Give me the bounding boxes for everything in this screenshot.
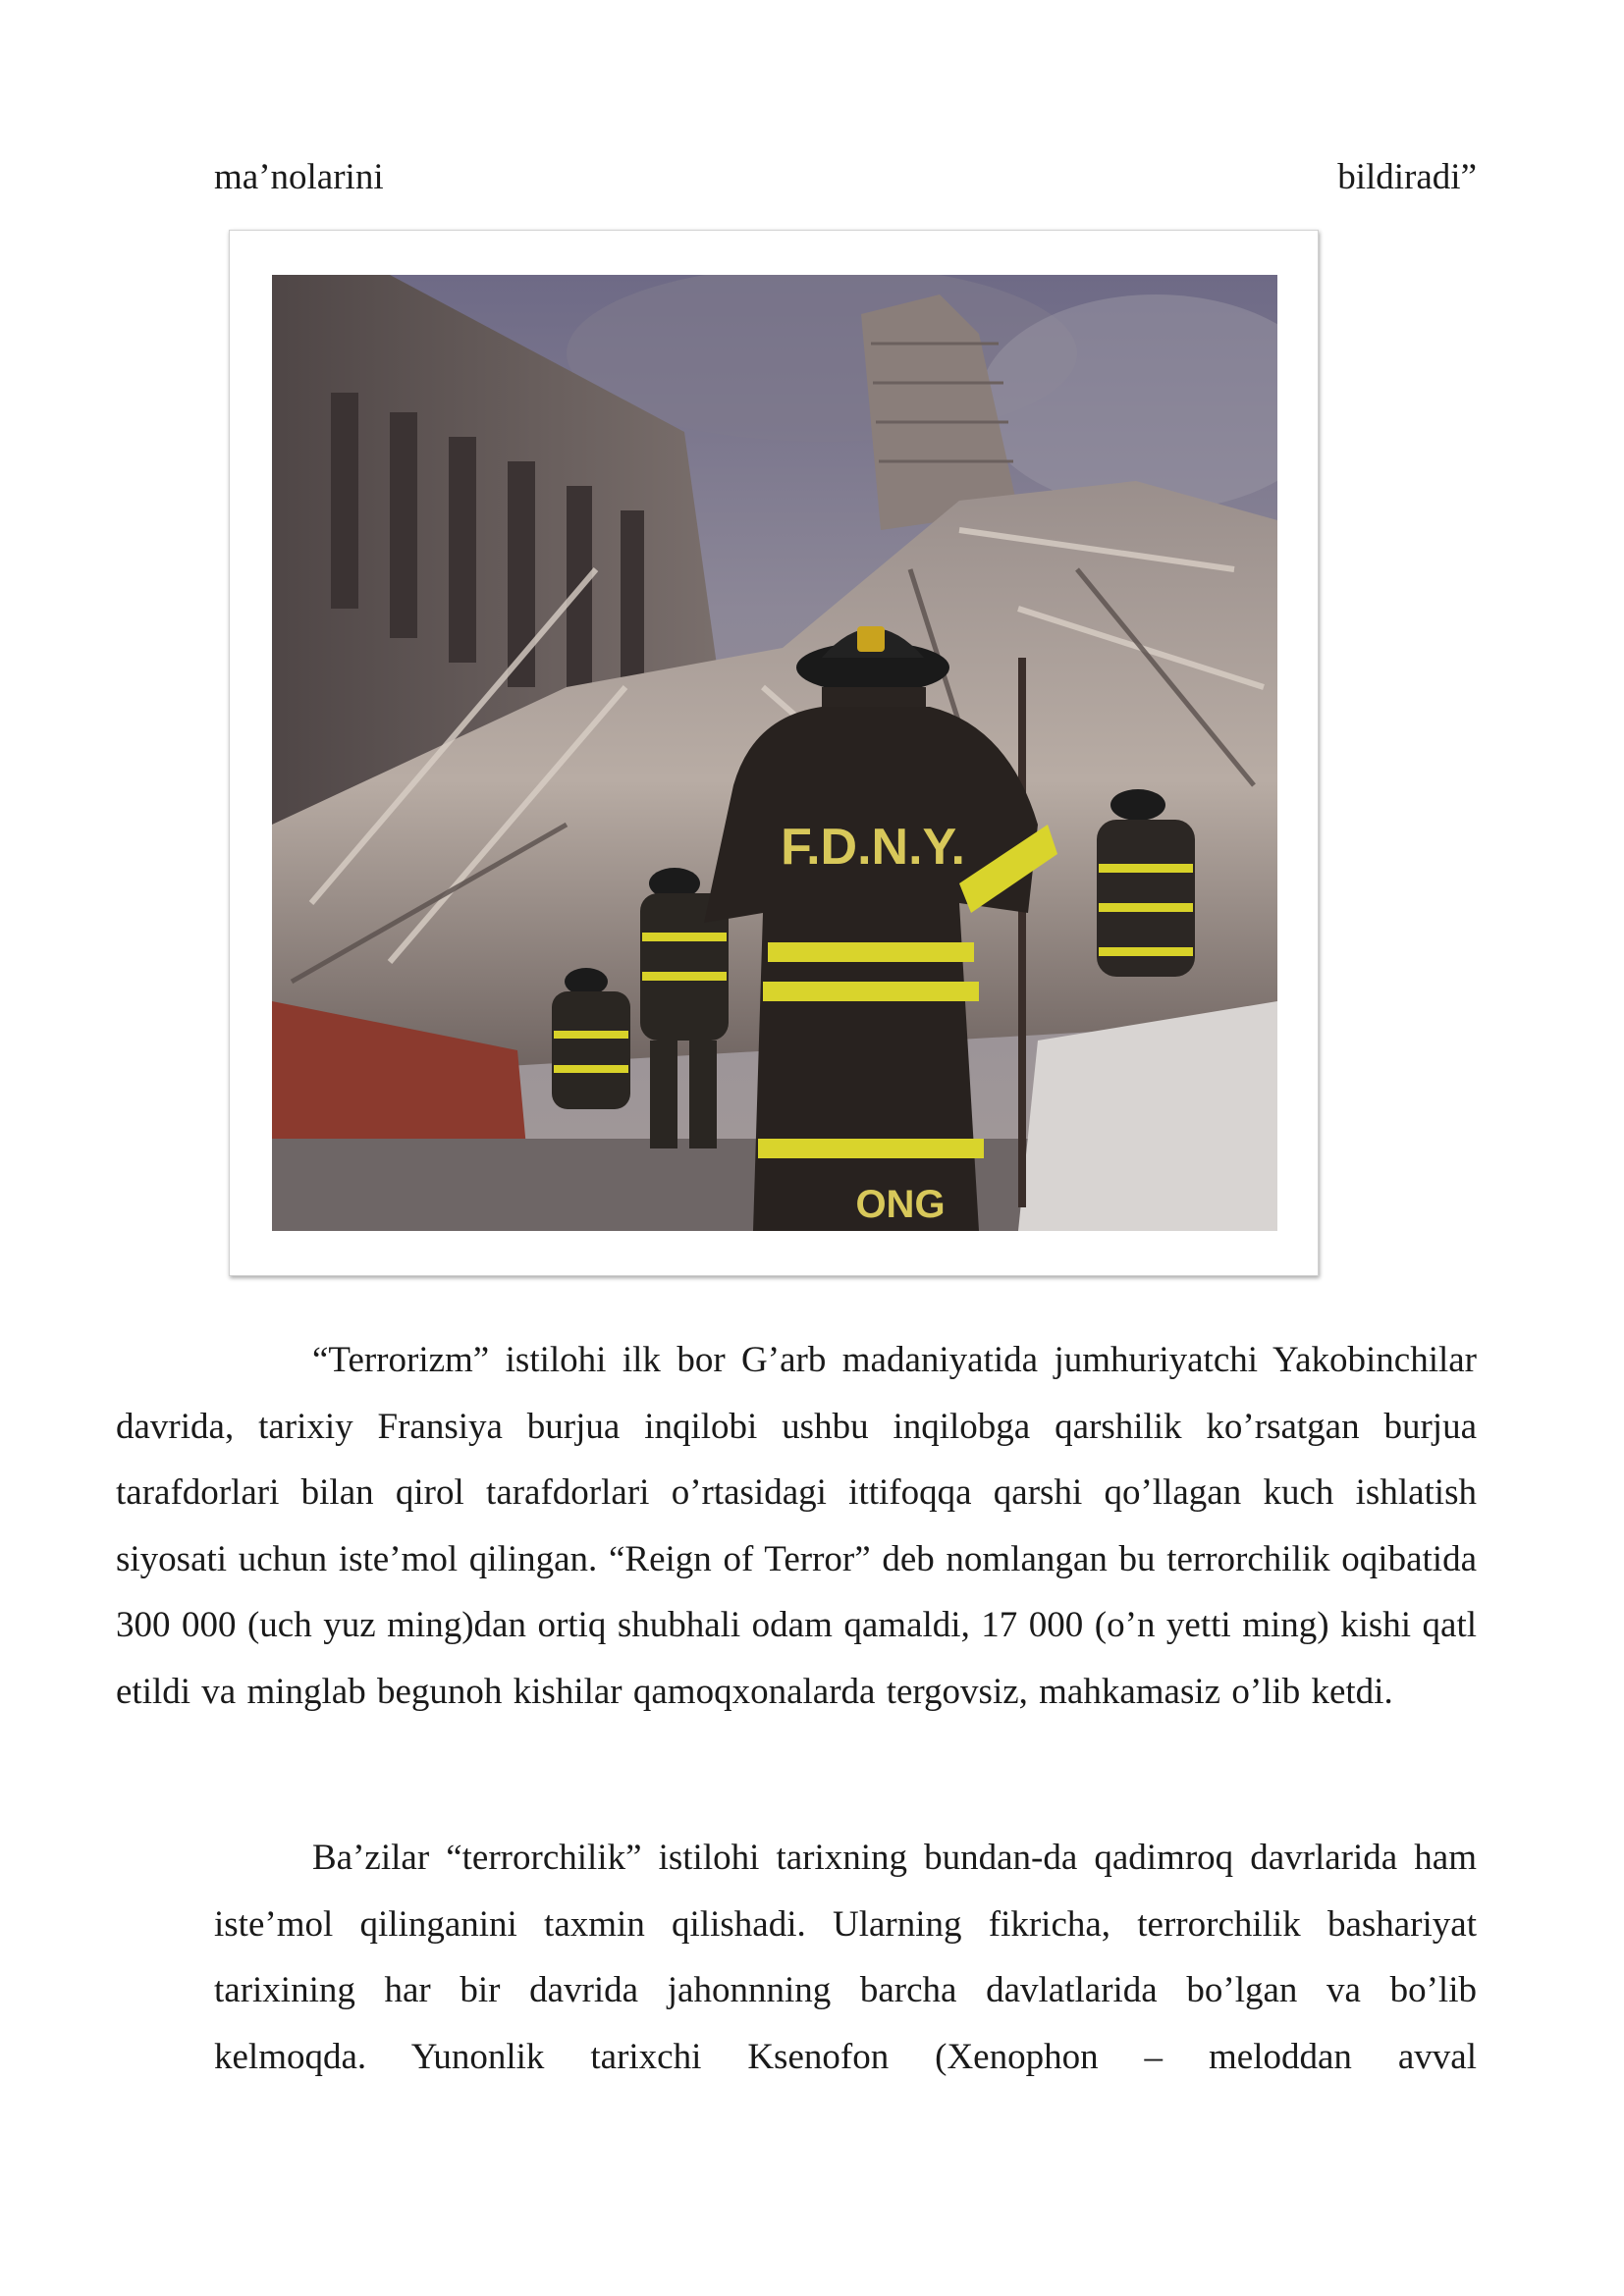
jacket-name-text: ONG (855, 1183, 946, 1226)
right-word: bildiradi” (1337, 157, 1477, 197)
left-word: ma’nolarini (214, 157, 384, 197)
paragraph-2: Ba’zilar “terrorchilik” istilohi tarixning bundan-da qadimroq davrlarida ham iste’mol qilinganini taxmin qilishadi. Ularning fikricha, terrorchilik bashariyat tarixining har bir davrida jahonnning barcha davlatlarida bo’lgan va bo’lib kelmoqda. Yunonlik tarixchi Ksenofon (Xenophon – meloddan avval (214, 1838, 1477, 2077)
jacket-fdny-text: F.D.N.Y. (781, 819, 965, 876)
continued-line (214, 155, 1477, 200)
photo-illustration (272, 275, 1277, 1231)
photo-firefighters-ruins (272, 275, 1277, 1231)
figure-frame (229, 230, 1319, 1276)
paragraph-1: “Terrorizm” istilohi ilk bor G’arb madaniyatida jumhuriyatchi Yakobinchilar davrida, tarixiy Fransiya burjua inqilobi ushbu inqilobga qarshilik ko’rsatgan burjua tarafdorlari bilan qirol tarafdorlari o’rtasidagi ittifoqqa qarshi qo’llagan kuch ishlatish siyosati uchun iste’mol qilingan. “Reign of Terror” deb nomlangan bu terrorchilik oqibatida 300 000 (uch yuz ming)dan ortiq shubhali odam qamaldi, 17 000 (o’n yetti ming) kishi qatl etildi va minglab begunoh kishilar qamoqxonalarda tergovsiz, mahkamasiz o’lib ketdi. (116, 1340, 1477, 1712)
